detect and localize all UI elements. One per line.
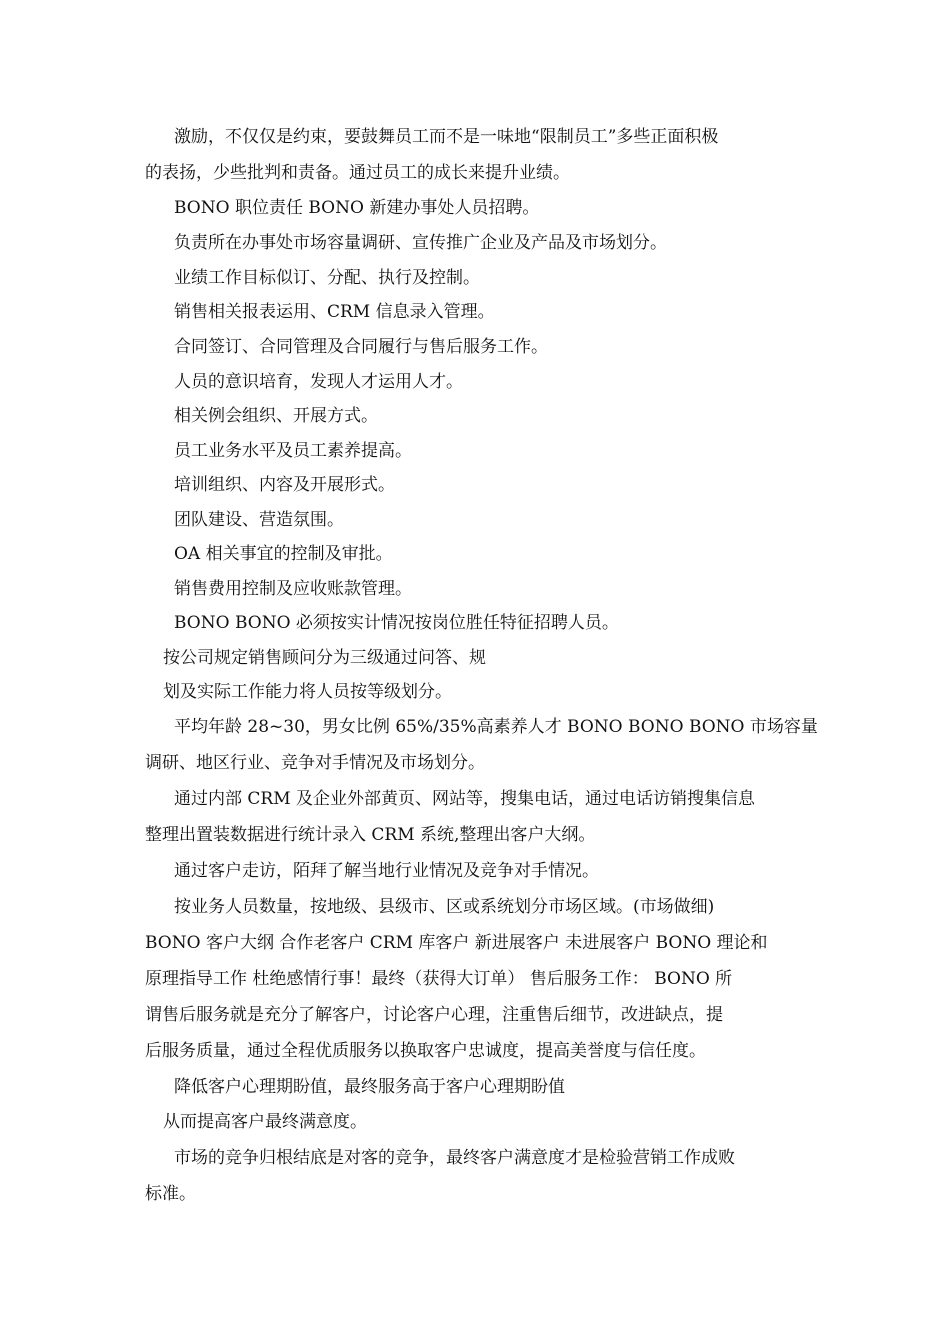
text-line: 从而提高客户最终满意度。 [163,1112,367,1132]
text-line: 员工业务水平及员工素养提高。 [174,441,412,461]
text-line: 激励，不仅仅是约束，要鼓舞员工而不是一味地“限制员工”多些正面积极 [174,127,719,147]
text-line: 原理指导工作 杜绝感情行事！最终（获得大订单） 售后服务工作： BONO 所 [145,969,733,989]
text-line: 整理出置装数据进行统计录入 CRM 系统,整理出客户大纲。 [145,825,596,845]
text-line: BONO BONO 必须按实计情况按岗位胜任特征招聘人员。 [174,613,619,633]
text-line: 人员的意识培育，发现人才运用人才。 [174,372,463,392]
text-line: 谓售后服务就是充分了解客户，讨论客户心理，注重售后细节，改进缺点，提 [145,1005,723,1025]
text-line: 后服务质量，通过全程优质服务以换取客户忠诚度，提高美誉度与信任度。 [145,1041,706,1061]
text-line: 相关例会组织、开展方式。 [174,406,378,426]
text-line: 平均年龄 28~30，男女比例 65%/35%高素养人才 BONO BONO BONO 市场容量 [174,717,818,737]
text-line: 团队建设、营造氛围。 [174,510,344,530]
text-line: 销售费用控制及应收账款管理。 [174,579,412,599]
text-line: 通过客户走访，陌拜了解当地行业情况及竞争对手情况。 [174,861,599,881]
text-line: 按业务人员数量，按地级、县级市、区或系统划分市场区域。(市场做细) [174,897,715,917]
text-line: BONO 客户大纲 合作老客户 CRM 库客户 新进展客户 未进展客户 BONO 理论和 [145,933,768,953]
text-line: 调研、地区行业、竞争对手情况及市场划分。 [145,753,485,773]
text-line: 划及实际工作能力将人员按等级划分。 [163,682,452,702]
text-line: 培训组织、内容及开展形式。 [174,475,395,495]
text-line: 标准。 [145,1184,196,1204]
text-line: 的表扬，少些批判和责备。通过员工的成长来提升业绩。 [145,163,570,183]
text-line: 降低客户心理期盼值，最终服务高于客户心理期盼值 [174,1077,565,1097]
text-line: OA 相关事宜的控制及审批。 [174,544,393,564]
text-line: 销售相关报表运用、CRM 信息录入管理。 [174,302,495,322]
text-line: BONO 职位责任 BONO 新建办事处人员招聘。 [174,198,540,218]
text-line: 合同签订、合同管理及合同履行与售后服务工作。 [174,337,548,357]
text-line: 通过内部 CRM 及企业外部黄页、网站等，搜集电话，通过电话访销搜集信息 [174,789,756,809]
text-line: 市场的竞争归根结底是对客的竞争，最终客户满意度才是检验营销工作成败 [174,1148,735,1168]
text-line: 按公司规定销售顾问分为三级通过问答、规 [163,648,486,668]
text-line: 业绩工作目标似订、分配、执行及控制。 [174,268,480,288]
text-line: 负责所在办事处市场容量调研、宣传推广企业及产品及市场划分。 [174,233,667,253]
